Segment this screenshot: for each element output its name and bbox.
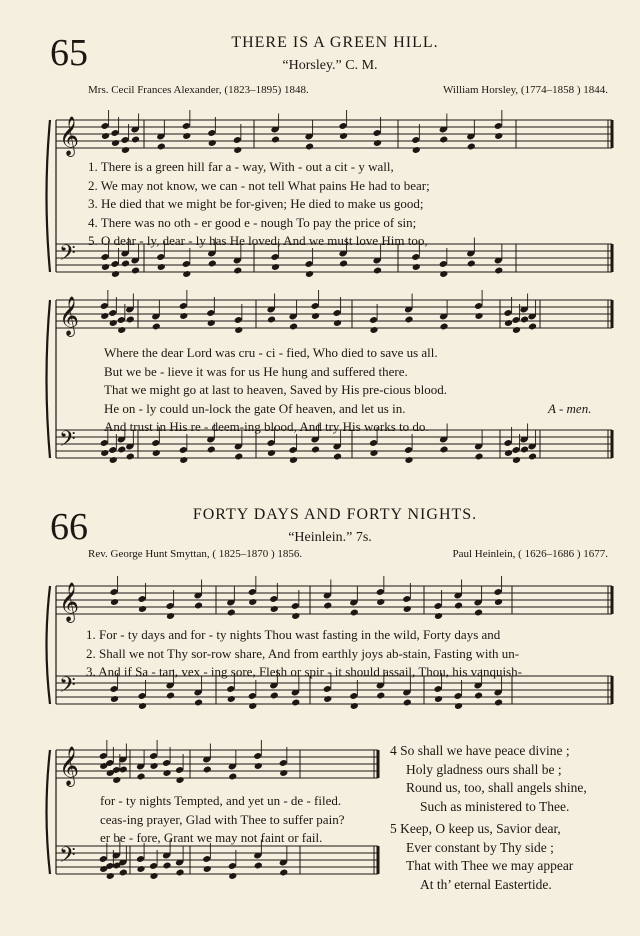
verse-line: 1. There is a green hill far a - way, With - out a cit - y wall, (88, 159, 394, 174)
note-head (333, 453, 342, 461)
note-head (369, 449, 378, 457)
note-head (279, 769, 288, 777)
note-head (119, 869, 128, 877)
note-head (279, 869, 288, 877)
composer-credit: William Horsley, (1774–1858 ) 1844. (442, 84, 608, 96)
verse-line: 5 Keep, O keep us, Savior dear, (390, 821, 561, 836)
lyrics-66-line1 (86, 626, 522, 682)
treble-clef-icon: 𝄞 (59, 116, 80, 156)
verse-line: Where the dear Lord was cru - ci - fied, Who died to save us all. (104, 345, 438, 360)
note-head (208, 260, 217, 268)
tune-name: “Horsley.” C. M. (282, 58, 378, 73)
note-head (454, 702, 463, 710)
verse-line: for - ty nights Tempted, and yet un - de - filed. (100, 793, 342, 808)
note-head (439, 323, 448, 331)
note-head (175, 869, 184, 877)
note-head (528, 323, 537, 331)
treble-clef-icon: 𝄞 (59, 296, 80, 336)
note-head (157, 143, 166, 151)
note-head (439, 136, 448, 144)
bass-clef-icon: 𝄢 (59, 427, 76, 457)
verse-line: Round us, too, shall angels shine, (406, 780, 587, 795)
note-head (254, 762, 263, 770)
note-head (121, 146, 130, 154)
note-head (528, 453, 537, 461)
note-head (131, 267, 140, 275)
note-head (194, 602, 203, 610)
lyrics-65-line1 (88, 158, 430, 251)
hymn-title: FORTY DAYS AND FORTY NIGHTS. (192, 506, 478, 523)
verse-line: 3. He died that we might be for-given; He died to make us good; (88, 196, 424, 211)
verse-line: And trust in His re - deem-ing blood, And try His works to do. (104, 419, 429, 434)
note-head (121, 260, 130, 268)
note-head (112, 776, 121, 784)
note-head (454, 602, 463, 610)
note-head (109, 319, 118, 327)
lyrics-66-line2 (100, 792, 344, 848)
note-head (149, 872, 158, 880)
verse-line: 4. There was no oth - er good e - nough To pay the price of sin; (88, 214, 417, 230)
note-head (117, 326, 126, 334)
note-head (434, 695, 443, 703)
note-head (179, 312, 188, 320)
note-head (323, 602, 332, 610)
composer-credit: Paul Heinlein, ( 1626–1686 ) 1677. (452, 548, 608, 560)
note-head (126, 316, 135, 324)
note-head (101, 263, 110, 271)
note-head (138, 605, 147, 613)
note-head (162, 769, 171, 777)
note-head (373, 139, 382, 147)
verse-line: He on - ly could un-lock the gate Of heaven, and let us in. (104, 400, 406, 416)
note-head (376, 598, 385, 606)
bass-clef-icon: 𝄢 (59, 241, 76, 271)
note-head (520, 316, 529, 324)
treble-clef-icon: 𝄞 (59, 746, 80, 786)
note-head (248, 598, 257, 606)
hymn-title: THERE IS A GREEN HILL. (231, 34, 439, 51)
note-head (494, 267, 503, 275)
verse-line: Holy gladness ours shall be ; (406, 761, 562, 777)
note-head (439, 446, 448, 454)
lyrics-65-line2 (104, 344, 447, 437)
note-head (203, 766, 212, 774)
note-head (182, 132, 191, 140)
note-head (110, 695, 119, 703)
note-head (339, 132, 348, 140)
note-head (233, 267, 242, 275)
note-head (101, 132, 110, 140)
note-head (182, 270, 191, 278)
note-head (179, 456, 188, 464)
system-brace (47, 120, 51, 272)
verse-line: 4 So shall we have peace divine ; (390, 743, 570, 758)
note-head (136, 773, 145, 781)
note-head (339, 260, 348, 268)
note-head (439, 270, 448, 278)
verse-line: That we might go at last to heaven, Saved by His pre-cious blood. (104, 382, 447, 397)
verse-line: Ever constant by Thy side ; (406, 839, 554, 855)
verse-line: Such as ministered to Thee. (420, 798, 570, 814)
note-head (467, 260, 476, 268)
note-head (254, 862, 263, 870)
note-head (350, 702, 359, 710)
author-credit: Mrs. Cecil Frances Alexander, (1823–1895) 1848. (88, 84, 309, 96)
note-head (233, 146, 242, 154)
note-head (504, 319, 513, 327)
note-head (494, 598, 503, 606)
note-head (403, 699, 412, 707)
note-head (271, 136, 280, 144)
note-head (207, 319, 216, 327)
note-head (270, 692, 279, 700)
note-head (369, 326, 378, 334)
treble-clef-icon: 𝄞 (59, 582, 80, 622)
note-head (373, 267, 382, 275)
note-head (175, 776, 184, 784)
note-head (494, 132, 503, 140)
note-head (271, 263, 280, 271)
note-head (157, 263, 166, 271)
note-head (323, 695, 332, 703)
hymn-number: 66 (50, 506, 88, 548)
tune-name: “Heinlein.” 7s. (288, 530, 372, 545)
note-head (117, 446, 126, 454)
note-head (434, 612, 443, 620)
note-head (248, 702, 257, 710)
note-head (311, 312, 320, 320)
note-head (149, 762, 158, 770)
note-head (109, 456, 118, 464)
note-head (152, 323, 161, 331)
note-head (194, 699, 203, 707)
note-head (100, 449, 109, 457)
note-head (512, 456, 521, 464)
note-head (289, 323, 298, 331)
system-brace (47, 586, 51, 704)
note-head (311, 446, 320, 454)
note-head (305, 143, 314, 151)
note-head (111, 270, 120, 278)
verse-line: 5. O dear - ly, dear - ly has He loved; And we must love Him too, (88, 233, 428, 248)
note-head (106, 872, 115, 880)
note-head (404, 316, 413, 324)
note-head (291, 699, 300, 707)
note-head (110, 598, 119, 606)
note-head (131, 136, 140, 144)
verse-line: 2. Shall we not Thy sor-row share, And from earthly joys ab-stain, Fasting with un- (86, 645, 520, 661)
system-brace (47, 300, 51, 458)
verse-line: ceas-ing prayer, Glad with Thee to suffer pain? (100, 811, 345, 827)
note-head (350, 609, 359, 617)
note-head (474, 453, 483, 461)
note-head (234, 453, 243, 461)
note-head (289, 456, 298, 464)
note-head (208, 139, 217, 147)
author-credit: Rev. George Hunt Smyttan, ( 1825–1870 ) 1856. (88, 548, 303, 560)
note-head (270, 605, 279, 613)
note-head (403, 605, 412, 613)
note-head (412, 263, 421, 271)
verse-line: That with Thee we may appear (406, 858, 574, 873)
note-head (228, 872, 237, 880)
note-head (126, 453, 135, 461)
note-head (136, 865, 145, 873)
verse-5 (390, 820, 573, 894)
note-head (512, 326, 521, 334)
bass-clef-icon: 𝄢 (59, 843, 76, 873)
verse-line: 1. For - ty days and for - ty nights Thou wast fasting in the wild, Forty days and (86, 627, 501, 642)
note-head (207, 446, 216, 454)
system-brace (47, 750, 51, 874)
note-head (494, 699, 503, 707)
verse-line: er be - fore, Grant we may not faint or fail. (100, 830, 323, 845)
bass-clef-icon: 𝄢 (59, 673, 76, 703)
amen-label: A - men. (548, 401, 592, 416)
verse-line: 3. And if Sa - tan, vex - ing sore, Flesh or spir - it should assail, Thou, his vanquish- (86, 664, 522, 679)
note-head (100, 312, 109, 320)
note-head (234, 326, 243, 334)
note-head (474, 692, 483, 700)
note-head (333, 319, 342, 327)
note-head (467, 143, 476, 151)
note-head (203, 865, 212, 873)
note-head (474, 609, 483, 617)
note-head (227, 695, 236, 703)
note-head (228, 773, 237, 781)
note-head (111, 139, 120, 147)
note-head (227, 609, 236, 617)
note-head (162, 862, 171, 870)
note-head (412, 146, 421, 154)
verse-line: 2. We may not know, we can - not tell What pains He had to bear; (88, 177, 430, 193)
note-head (504, 449, 513, 457)
note-head (376, 692, 385, 700)
verse-line: But we be - lieve it was for us He hung and suffered there. (104, 363, 408, 379)
note-head (267, 449, 276, 457)
note-head (404, 456, 413, 464)
note-head (474, 312, 483, 320)
verse-line: At th’ eternal Eastertide. (420, 876, 552, 892)
note-head (166, 692, 175, 700)
note-head (520, 446, 529, 454)
note-head (305, 270, 314, 278)
hymn-number: 65 (50, 32, 88, 74)
note-head (267, 316, 276, 324)
note-head (138, 702, 147, 710)
verse-4 (390, 742, 587, 816)
note-head (166, 612, 175, 620)
note-head (152, 449, 161, 457)
note-head (291, 612, 300, 620)
